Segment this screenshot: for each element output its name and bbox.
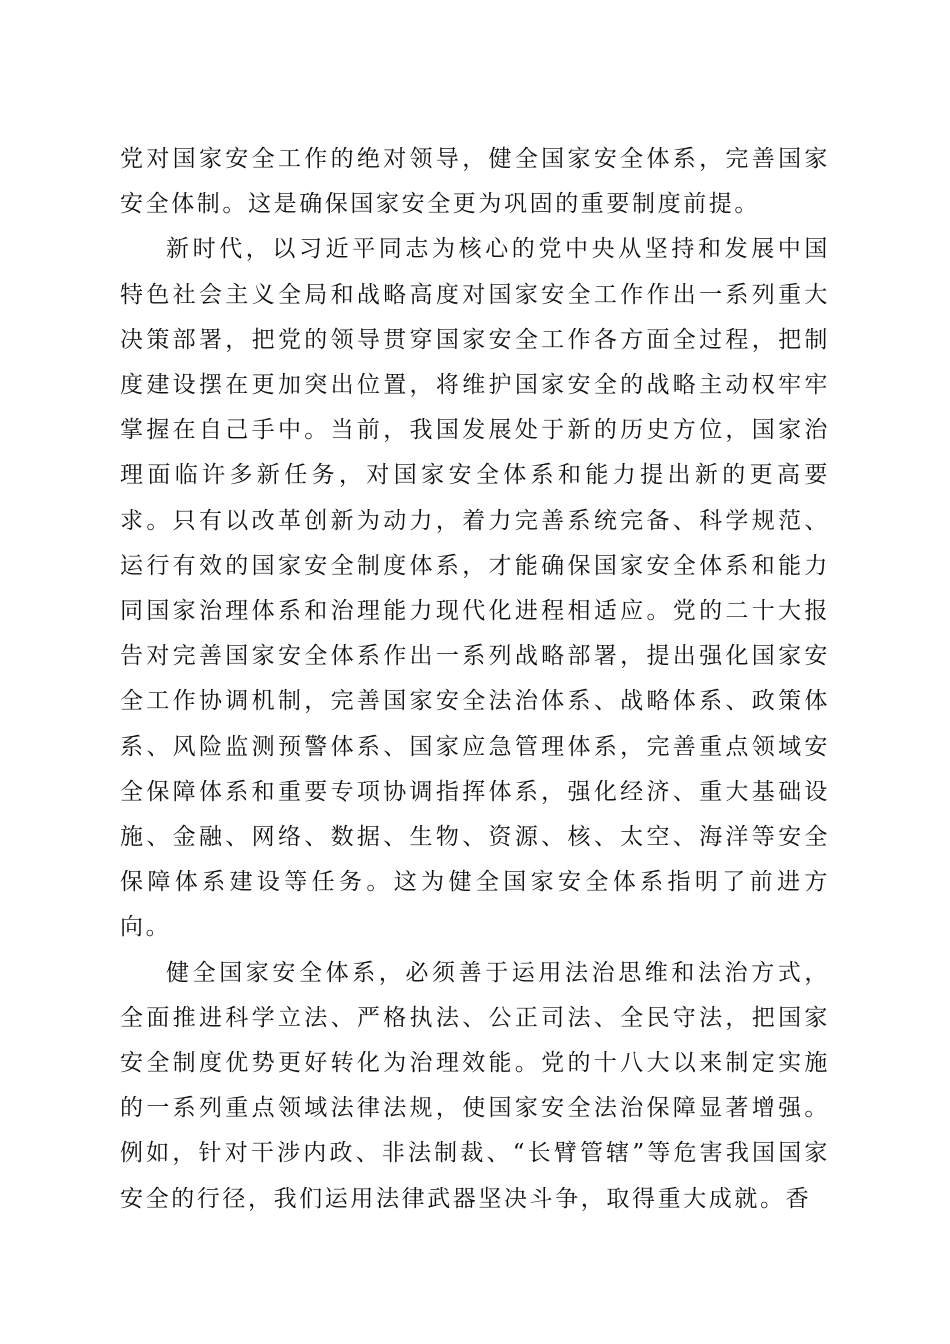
- paragraph-new-era: 新时代，以习近平同志为核心的党中央从坚持和发展中国特色社会主义全局和战略高度对国家安全工作作出一系列重大决策部署，把党的领导贯穿国家安全工作各方面全过程，把制度建设摆在更加突出位置，将维护国家安全的战略主动权牢牢掌握在自己手中。当前，我国发展处于新的历史方位，国家治理面临许多新任务，对国家安全体系和能力提出新的更高要求。只有以改革创新为动力，着力完善系统完备、科学规范、运行有效的国家安全制度体系，才能确保国家安全体系和能力同国家治理体系和治理能力现代化进程相适应。党的二十大报告对完善国家安全体系作出一系列战略部署，提出强化国家安全工作协调机制，完善国家安全法治体系、战略体系、政策体系、风险监测预警体系、国家应急管理体系，完善重点领域安全保障体系和重要专项协调指挥体系，强化经济、重大基础设施、金融、网络、数据、生物、资源、核、太空、海洋等安全保障体系建设等任务。这为健全国家安全体系指明了前进方向。: [120, 236, 830, 941]
- document-body: [120, 137, 830, 1222]
- paragraph-rule-of-law: 健全国家安全体系，必须善于运用法治思维和法治方式，全面推进科学立法、严格执法、公正司法、全民守法，把国家安全制度优势更好转化为治理效能。党的十八大以来制定实施的一系列重点领域法律法规，使国家安全法治保障显著增强。例如，针对干涉内政、非法制裁、“长臂管辖”等危害我国国家安全的行径，我们运用法律武器坚决斗争，取得重大成就。香: [120, 959, 830, 1212]
- paragraph-continued: 党对国家安全工作的绝对领导，健全国家安全体系，完善国家安全体制。这是确保国家安全更为巩固的重要制度前提。: [120, 146, 830, 218]
